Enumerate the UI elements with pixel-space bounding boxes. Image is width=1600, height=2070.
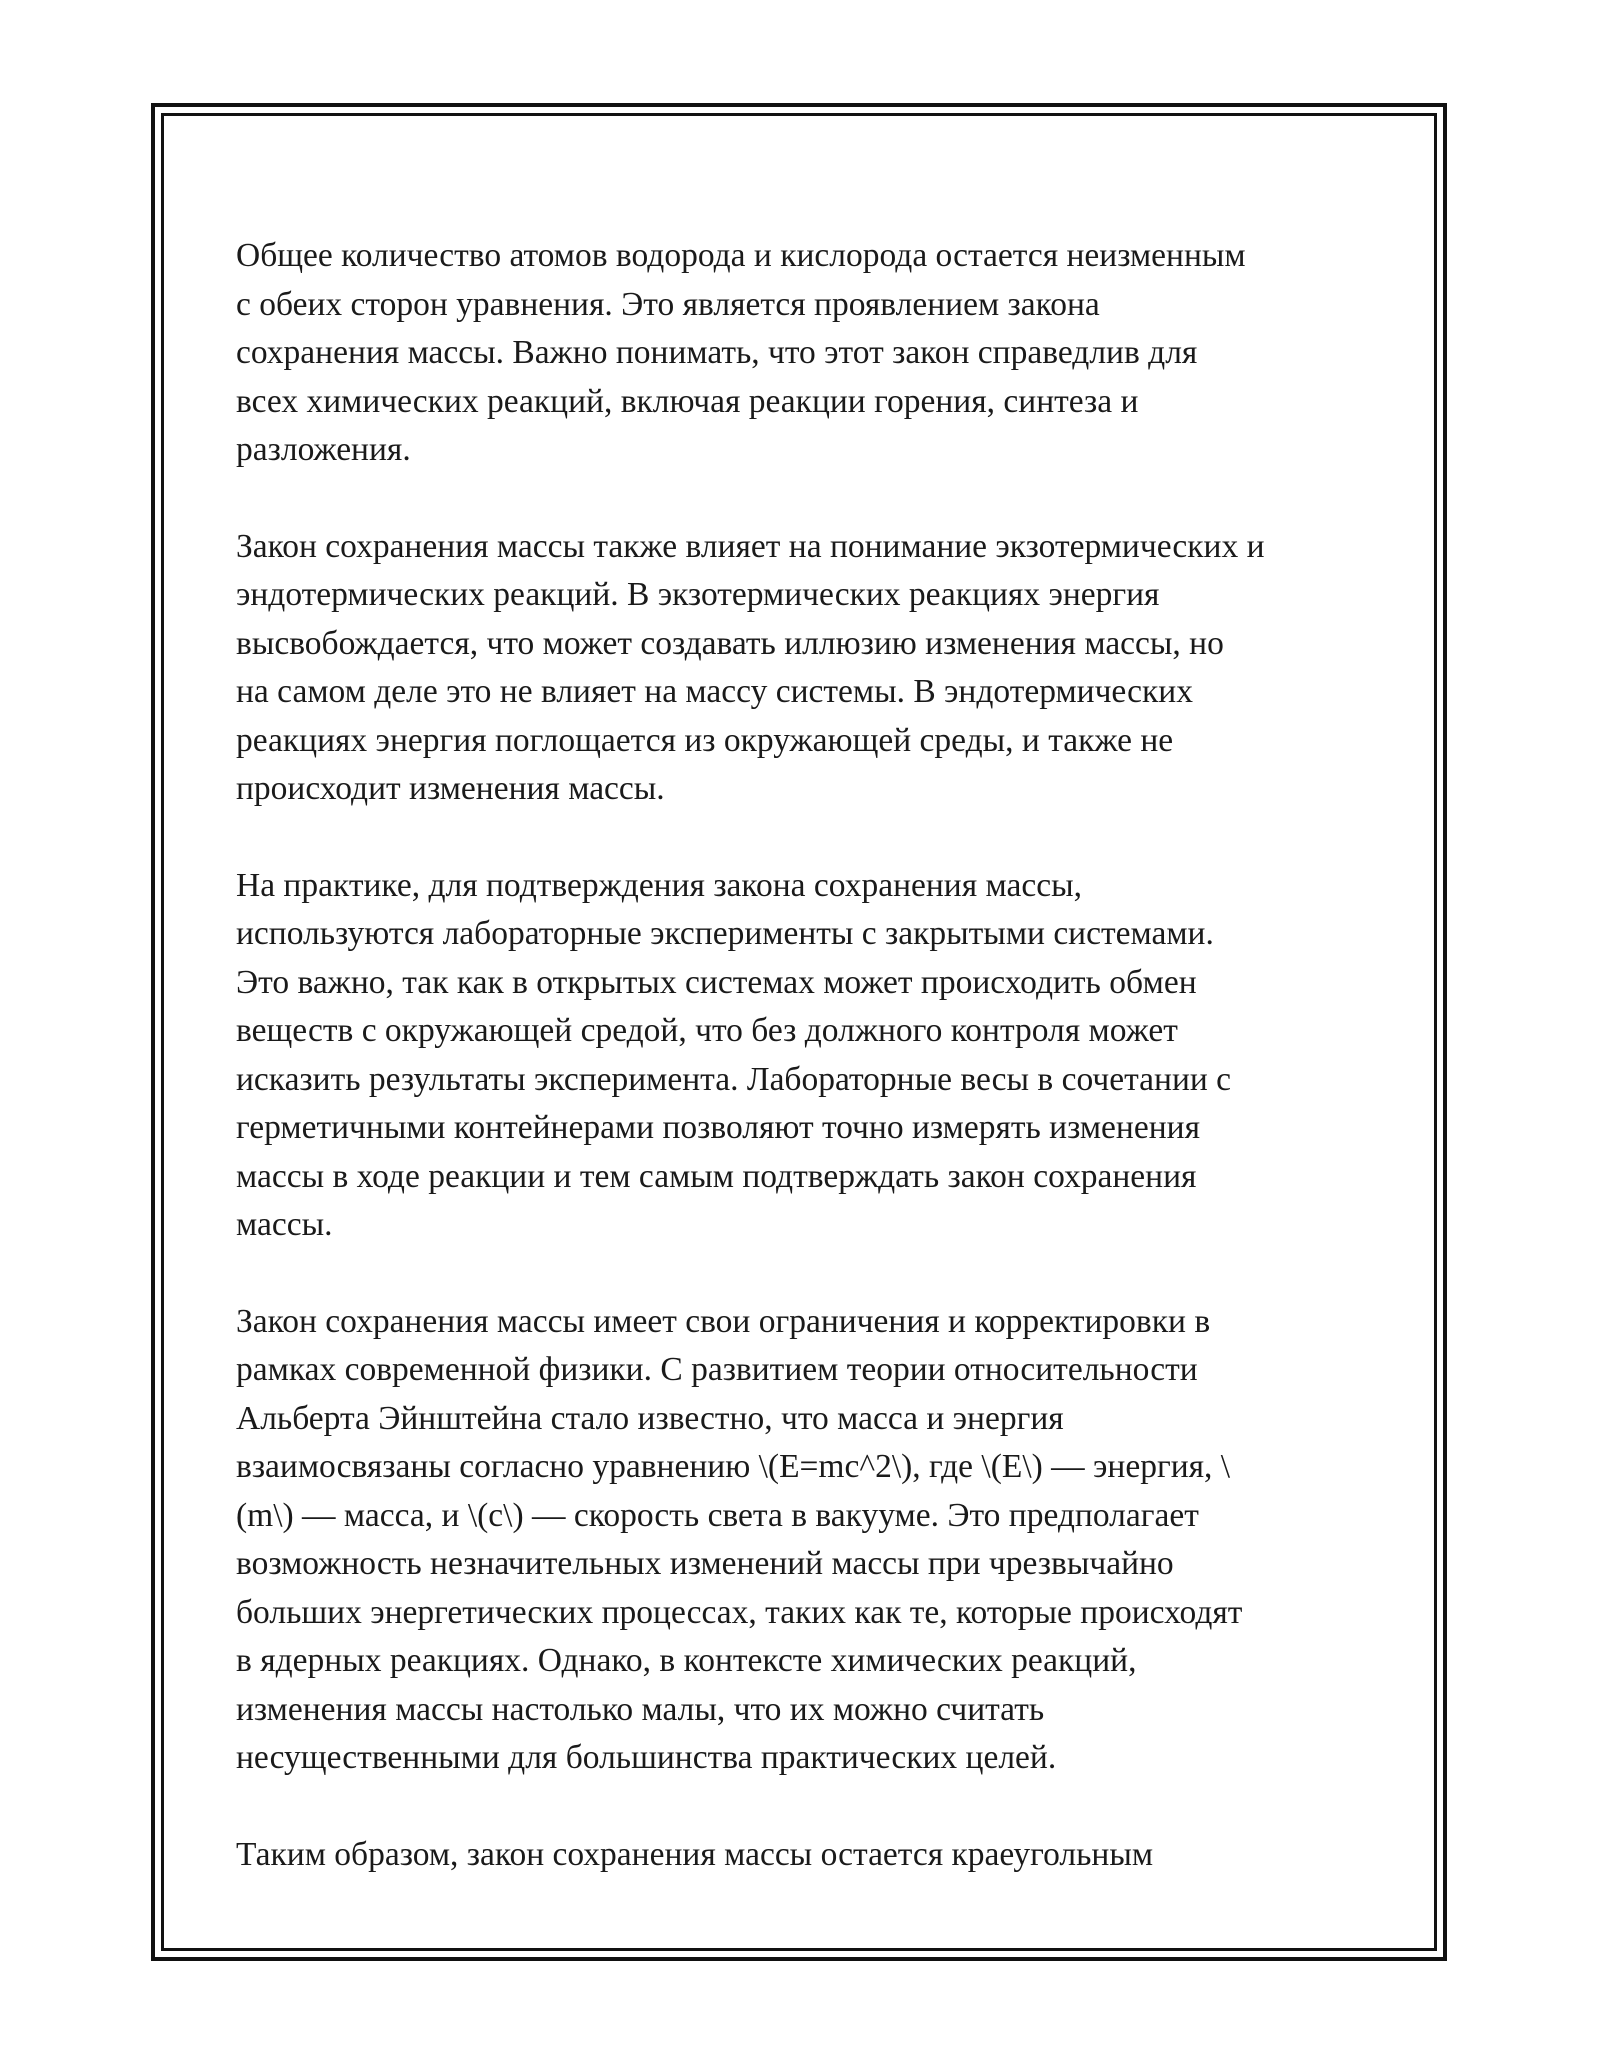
paragraph-3 (236, 862, 1376, 1250)
text-line: Это важно, так как в открытых системах может происходить обмен (236, 963, 1197, 1001)
text-line: На практике, для подтверждения закона сохранения массы, (236, 866, 1082, 904)
text-line: разложения. (236, 431, 411, 468)
text-line: Альберта Эйнштейна стало известно, что масса и энергия (236, 1399, 1064, 1437)
text-line: эндотермических реакций. В экзотермических реакциях энергия (236, 576, 1160, 613)
text-line: Общее количество атомов водорода и кислорода остается неизменным (236, 237, 1246, 274)
text-line: реакциях энергия поглощается из окружающей среды, и также не (236, 721, 1174, 759)
text-line: веществ с окружающей средой, что без должного контроля может (236, 1012, 1178, 1049)
text-line: происходит изменения массы. (236, 770, 665, 807)
text-line: (m\) — масса, и \(c\) — скорость света в вакууме. Это предполагает (236, 1496, 1199, 1534)
text-line: рамках современной физики. С развитием теории относительности (236, 1351, 1198, 1388)
paragraph-1 (236, 232, 1376, 475)
text-line: больших энергетических процессах, таких как те, которые происходят (236, 1593, 1243, 1631)
paragraph-4 (236, 1298, 1376, 1783)
text-line: высвобождается, что может создавать иллюзию изменения массы, но (236, 624, 1224, 662)
text-line: с обеих сторон уравнения. Это является проявлением закона (236, 285, 1100, 323)
text-line: взаимосвязаны согласно уравнению \(E=mc^2\), где \(E\) — энергия, \ (236, 1448, 1231, 1485)
text-line: на самом деле это не влияет на массу системы. В эндотермических (236, 673, 1193, 710)
text-line: возможность незначительных изменений массы при чрезвычайно (236, 1545, 1174, 1582)
text-line: Закон сохранения массы имеет свои ограничения и корректировки в (236, 1302, 1211, 1340)
text-line: массы. (236, 1206, 333, 1243)
paragraph-5 (236, 1831, 1376, 1880)
text-line: несущественными для большинства практических целей. (236, 1739, 1057, 1776)
document-body (236, 232, 1376, 1927)
text-line: Таким образом, закон сохранения массы остается краеугольным (236, 1835, 1154, 1873)
text-line: герметичными контейнерами позволяют точно измерять изменения (236, 1109, 1200, 1146)
text-line: изменения массы настолько малы, что их можно считать (236, 1690, 1045, 1728)
text-line: всех химических реакций, включая реакции горения, синтеза и (236, 382, 1139, 420)
text-line: исказить результаты эксперимента. Лабораторные весы в сочетании с (236, 1060, 1232, 1098)
text-line: используются лабораторные эксперименты с закрытыми системами. (236, 915, 1214, 952)
text-line: массы в ходе реакции и тем самым подтверждать закон сохранения (236, 1157, 1197, 1195)
text-line: Закон сохранения массы также влияет на понимание экзотермических и (236, 527, 1265, 565)
paragraph-2 (236, 523, 1376, 814)
text-line: в ядерных реакциях. Однако, в контексте химических реакций, (236, 1642, 1137, 1679)
text-line: сохранения массы. Важно понимать, что этот закон справедлив для (236, 334, 1198, 371)
